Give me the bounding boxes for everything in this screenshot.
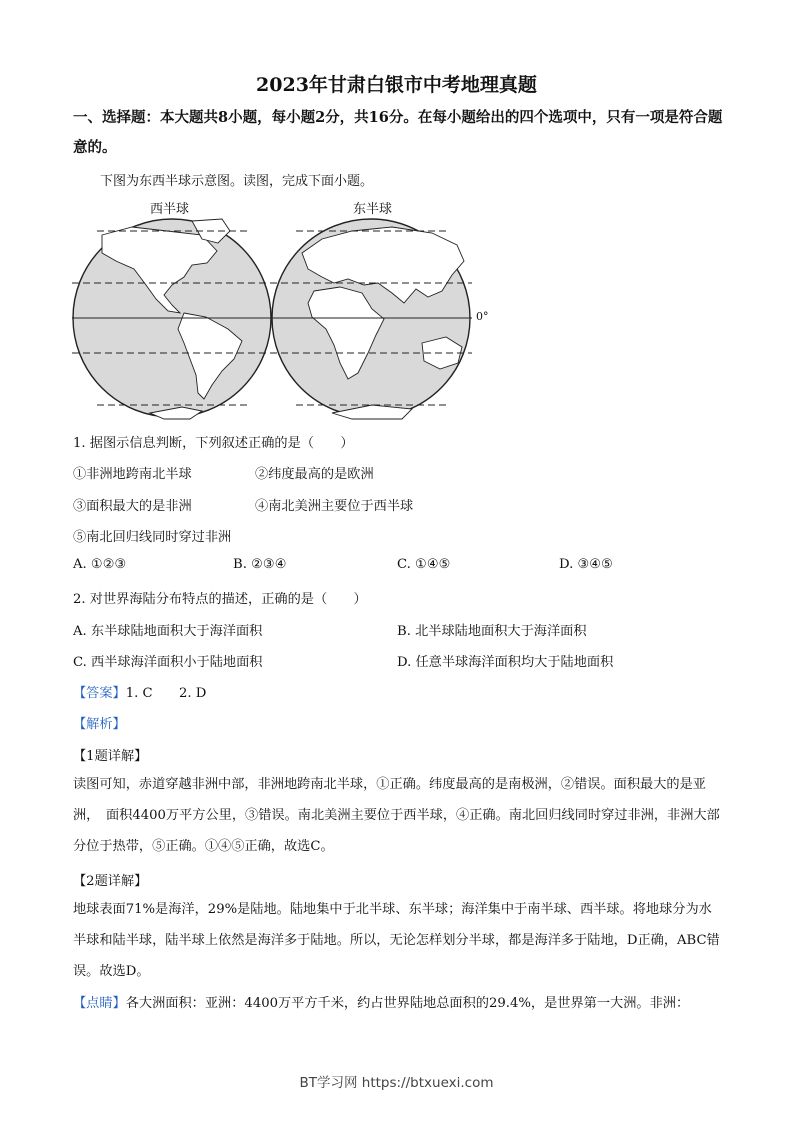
hemisphere-map: [72, 213, 492, 425]
answer-text: 1. C 2. D: [125, 686, 207, 701]
q1-statement-4: ④南北美洲主要位于西半球: [255, 499, 414, 514]
answer-label: 【答案】: [73, 686, 126, 701]
q1-option-a: A. ①②③: [73, 557, 127, 572]
q1-option-b: B. ②③④: [233, 557, 287, 572]
q1-statement-5: ⑤南北回归线同时穿过非洲: [73, 530, 232, 545]
q1-option-d: D. ③④⑤: [559, 557, 613, 572]
hemisphere-figure: [72, 195, 492, 425]
page-title: 2023年甘肃白银市中考地理真题: [256, 74, 537, 96]
q2-stem: 2. 对世界海陆分布特点的描述，正确的是（ ）: [73, 592, 367, 607]
q2-option-d: D. 任意半球海洋面积均大于陆地面积: [397, 655, 614, 670]
q1-stem: 1. 据图示信息判断，下列叙述正确的是（ ）: [73, 436, 354, 451]
q2-detail-heading: 【2题详解】: [73, 874, 148, 889]
q2-option-b: B. 北半球陆地面积大于海洋面积: [397, 624, 587, 639]
q1-option-c: C. ①④⑤: [397, 557, 451, 572]
q1-statement-2: ②纬度最高的是欧洲: [255, 467, 374, 482]
q2-option-a: A. 东半球陆地面积大于海洋面积: [73, 624, 263, 639]
analysis-label: 【解析】: [73, 717, 126, 732]
equator-label: 0°: [476, 310, 489, 323]
q2-detail-body: 地球表面71%是海洋，29%是陆地。陆地集中于北半球、东半球；海洋集中于南半球、西半球。将地球分为水半球和陆半球，陆半球上依然是海洋多于陆地。所以，无论怎样划分半球，都是海洋多于陆地，D正确，ABC错误。故选D。: [73, 902, 720, 979]
west-hemisphere-label: 西半球: [150, 202, 190, 217]
q1-statement-3: ③面积最大的是非洲: [73, 499, 192, 514]
tip-body: 各大洲面积：亚洲：4400万平方千米，约占世界陆地总面积的29.4%，是世界第一大洲。非洲：: [125, 996, 690, 1011]
east-hemisphere-label: 东半球: [353, 202, 393, 217]
answer-line: [73, 682, 206, 701]
tip-paragraph: [73, 988, 723, 1019]
figure-intro: 下图为东西半球示意图。读图，完成下面小题。: [100, 174, 374, 189]
tip-label: 【点睛】: [73, 996, 126, 1011]
page-footer: BT学习网 https://btxuexi.com: [299, 1075, 494, 1091]
section-heading: 一、选择题：本大题共8小题，每小题2分，共16分。在每小题给出的四个选项中，只有一项是符合题意的。: [73, 109, 723, 156]
q1-statement-1: ①非洲地跨南北半球: [73, 467, 192, 482]
q2-option-c: C. 西半球海洋面积小于陆地面积: [73, 655, 263, 670]
q1-detail-heading: 【1题详解】: [73, 749, 148, 764]
q1-detail-body: 读图可知，赤道穿越非洲中部，非洲地跨南北半球，①正确。纬度最高的是南极洲，②错误。面积最大的是亚洲， 面积4400万平方公里，③错误。南北美洲主要位于西半球，④正确。南北回归线同时穿过非洲，非洲大部分位于热带，⑤正确。①④⑤正确，故选C。: [73, 777, 720, 854]
